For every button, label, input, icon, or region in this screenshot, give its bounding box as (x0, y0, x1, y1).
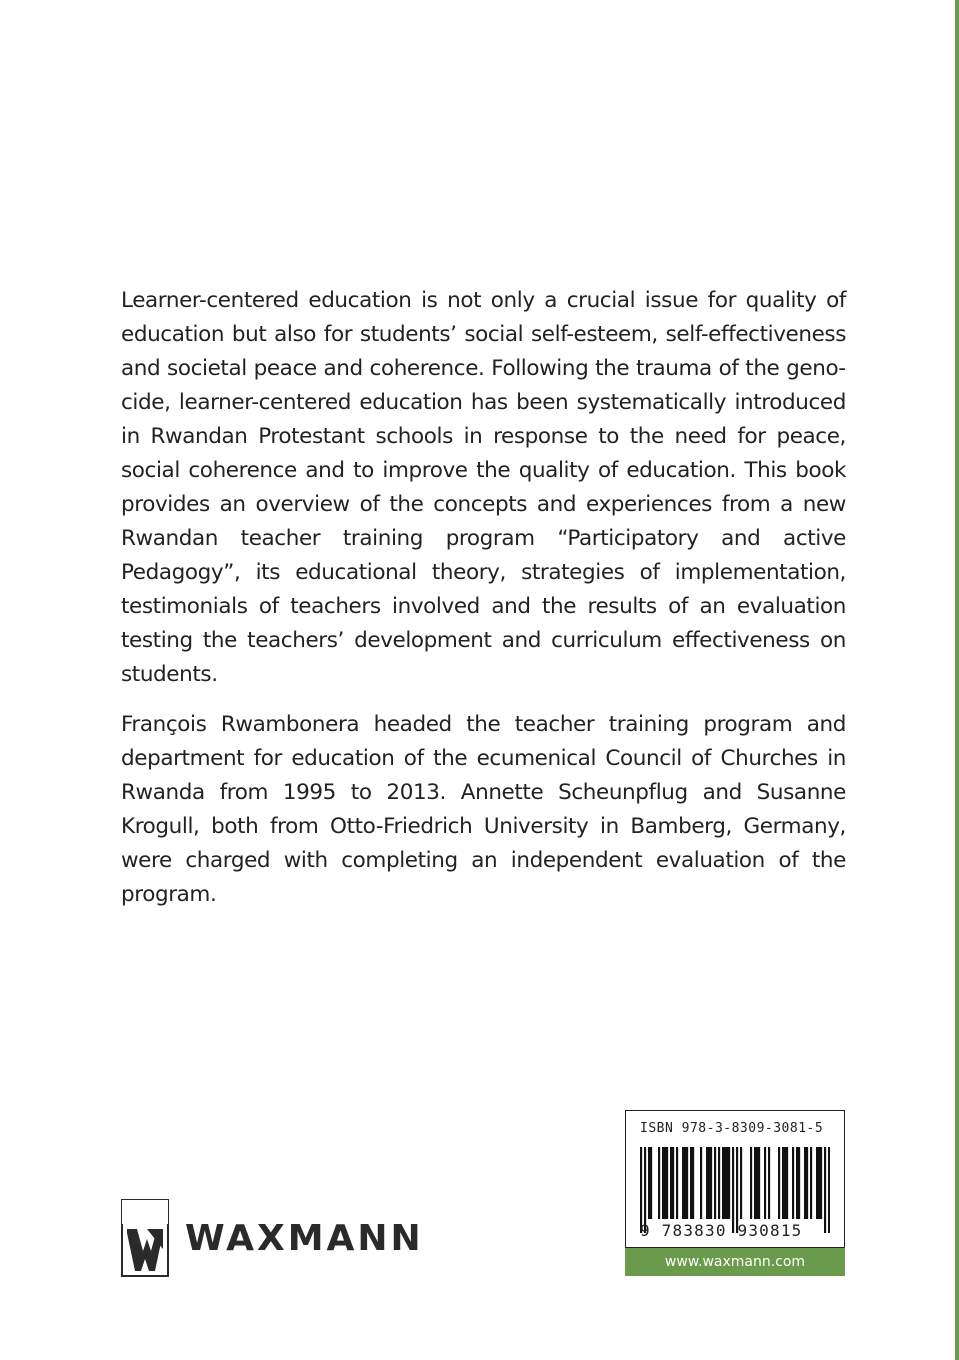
isbn-barcode-box (625, 1110, 845, 1248)
barcode-digits: 9 783830 930815 (640, 1221, 803, 1240)
blurb-paragraph-authors: François Rwambonera headed the teacher training program and department for education of the ecumenical Council of Churches in Rwanda from 1995 to 2013. Annette Scheunpflug and Susanne Krogull, both from Otto-Friedrich University in Bamberg, Germany, were charged with completing an independent evaluation of the program. (121, 712, 846, 907)
publisher-url: www.waxmann.com (625, 1248, 845, 1276)
back-cover-blurb (121, 284, 846, 912)
publisher-name: WAXMANN (185, 1217, 424, 1259)
isbn-label: ISBN 978-3-8309-3081-5 (640, 1121, 824, 1136)
spine-accent-bar (955, 0, 959, 1360)
publisher-logo (121, 1199, 424, 1277)
waxmann-logo-icon (121, 1199, 169, 1277)
blurb-paragraph-description: Learner-centered education is not only a crucial issue for quality of education but also for students’ social self-esteem, self-effectiveness and societal peace and coherence. Following the trauma of the genocide, learner-centered education has been systematically introduced in Rwandan Protestant schools in response to the need for peace, social coherence and to improve the quality of education. This book provides an overview of the concepts and experiences from a new Rwandan teacher training program “Participatory and active Pedagogy”, its educational theory, strategies of implementation, testimonials of teachers involved and the results of an evaluation testing the teachers’ development and curriculum effectiveness on students. (121, 288, 846, 687)
